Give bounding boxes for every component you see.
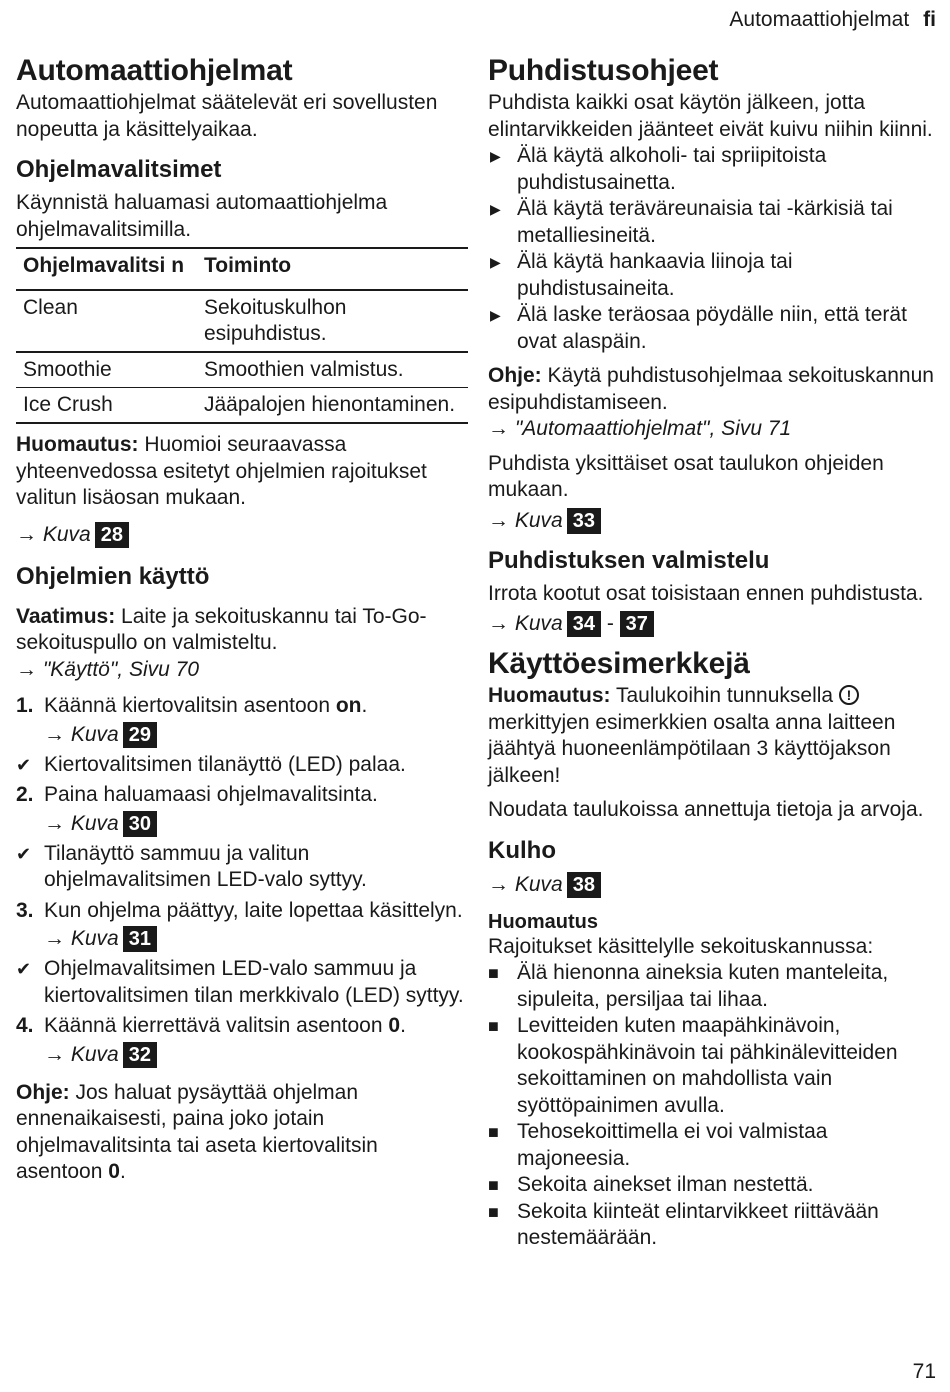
step-text: Paina haluamaasi ohjelmavalitsinta. [44, 783, 378, 806]
checkmark-icon: ✔ [16, 843, 32, 864]
arrow-icon: → [44, 722, 65, 746]
bullet-text: Sekoita kiinteät elintarvikkeet riittävään nestemäärään. [517, 1199, 879, 1249]
tip-ref-text: "Automaattiohjelmat", Sivu 71 [514, 417, 792, 440]
checkmark-icon: ✔ [16, 754, 32, 775]
list-item [16, 898, 468, 953]
list-item [488, 196, 934, 249]
cleaning-bullets [488, 143, 934, 355]
figure-number: 38 [567, 872, 601, 898]
cleaning-prep-heading: Puhdistuksen valmistelu [488, 546, 770, 574]
note-text-continued: merkittyjen esimerkkien osalta anna laitteen jäähtyä huoneenlämpötilaan 3 käyttöjakson jälkeen! [488, 710, 896, 787]
triangle-bullet-icon: ▶ [490, 307, 501, 323]
automatic-programs-intro: Automaattiohjelmat säätelevät eri sovellusten nopeutta ja käsittelyaikaa. [16, 91, 438, 141]
table-row [16, 290, 468, 352]
automatic-programs-title: Automaattiohjelmat [16, 54, 293, 87]
program-name: Smoothie [23, 358, 112, 381]
tip-text: Jos haluat pysäyttää ohjelman ennenaikaisesti, paina joko jotain ohjelmavalitsinta tai aseta kiertovalitsin asentoon [16, 1080, 378, 1183]
figure-label: Kuva [70, 722, 119, 746]
bullet-text: Levitteiden kuten maapähkinävoin, kookospähkinävoin tai pähkinälevitteiden sekoittaminen on mahdollista vain syöttöpainimen avulla. [517, 1014, 898, 1117]
list-item [488, 1172, 934, 1199]
table-row [16, 388, 468, 424]
bowl-heading: Kulho [488, 836, 556, 864]
list-item [488, 249, 934, 302]
step-result-text: Tilanäyttö sammuu ja valitun ohjelmavalitsimen LED-valo syttyy. [44, 841, 367, 891]
cleaning-tip-reference [488, 416, 934, 443]
step-number: 4. [16, 1014, 34, 1037]
step-value: on [335, 694, 362, 717]
program-table-col1: Ohjelmavalitsi n [23, 254, 185, 277]
note-label: Huomautus: [16, 433, 139, 456]
arrow-icon: → [488, 872, 509, 896]
list-item [16, 752, 468, 779]
figure-number: 30 [123, 811, 157, 837]
step-number: 1. [16, 694, 34, 717]
list-item [488, 960, 934, 1013]
bowl-bullets [488, 960, 934, 1252]
usage-examples-title: Käyttöesimerkkejä [488, 647, 750, 680]
arrow-icon: → [44, 811, 65, 835]
list-item [488, 143, 934, 196]
figure-label: Kuva [514, 612, 563, 635]
square-bullet-icon: ■ [488, 1175, 499, 1195]
left-column [16, 52, 468, 1186]
program-function: Jääpalojen hienontaminen. [204, 393, 456, 416]
bowl-note-heading: Huomautus [488, 910, 598, 933]
program-function: Sekoituskulhon esipuhdistus. [204, 296, 347, 345]
step-number: 2. [16, 783, 34, 806]
program-table-col2: Toiminto [204, 254, 292, 277]
figure-label: Kuva [70, 1042, 119, 1066]
program-usage-heading: Ohjelmien käyttö [16, 562, 210, 590]
arrow-icon: → [16, 522, 37, 546]
figure-number: 31 [123, 926, 157, 952]
bowl-note-text: Rajoitukset käsittelylle sekoituskannussa: [488, 934, 874, 958]
step-result-text: Kiertovalitsimen tilanäyttö (LED) palaa. [44, 752, 406, 776]
range-dash: - [606, 612, 614, 635]
figure-number: 29 [123, 722, 157, 748]
program-table [16, 247, 468, 424]
list-item [16, 693, 468, 748]
cleaning-title: Puhdistusohjeet [488, 54, 719, 87]
page-number: 71 [912, 1360, 936, 1383]
cleaning-tip [488, 363, 934, 416]
program-table-header [16, 248, 468, 290]
step-number: 3. [16, 898, 34, 922]
table-row [16, 352, 468, 388]
checkmark-icon: ✔ [16, 959, 32, 979]
bullet-text: Sekoita ainekset ilman nestettä. [517, 1173, 814, 1196]
program-name: Ice Crush [23, 393, 113, 416]
program-name: Clean [23, 296, 78, 319]
requirement-reference [16, 657, 468, 684]
figure-number: 37 [620, 611, 654, 637]
arrow-icon: → [44, 1042, 65, 1066]
bullet-text: Älä käytä alkoholi- tai spriipitoista puhdistusainetta. [517, 144, 827, 194]
note-text: Taulukoihin tunnuksella [610, 684, 839, 707]
note-paragraph [16, 432, 468, 512]
list-item [488, 1013, 934, 1119]
list-item [488, 302, 934, 355]
list-item [488, 1199, 934, 1252]
list-item [16, 1013, 468, 1068]
running-header [729, 8, 936, 32]
arrow-icon: → [44, 927, 65, 950]
bullet-text: Älä laske teräosaa pöydälle niin, että terät ovat alaspäin. [517, 303, 907, 353]
square-bullet-icon: ■ [488, 1122, 499, 1142]
bullet-text: Tehosekoittimella ei voi valmistaa majoneesia. [517, 1120, 828, 1170]
arrow-icon: → [488, 612, 509, 635]
note-label: Huomautus: [488, 684, 611, 707]
figure-reference [44, 722, 468, 748]
program-selectors-heading: Ohjelmavalitsimet [16, 156, 222, 183]
requirement-text: Laite ja sekoituskannu tai To-Go-sekoituspullo on valmisteltu. [16, 604, 427, 654]
figure-reference [488, 611, 934, 637]
square-bullet-icon: ■ [488, 1201, 499, 1222]
warning-circle-icon: ! [839, 685, 859, 705]
right-column [488, 52, 934, 1252]
tip-text: Käytä puhdistusohjelmaa sekoituskannun esipuhdistamiseen. [488, 364, 934, 414]
triangle-bullet-icon: ▶ [490, 201, 501, 217]
bullet-text: Älä käytä hankaavia liinoja tai puhdistusaineita. [517, 250, 793, 300]
figure-reference [44, 1042, 468, 1068]
bullet-text: Älä käytä teräväreunaisia tai -kärkisiä tai metalliesineitä. [517, 197, 893, 247]
figure-reference [16, 522, 468, 548]
figure-number: 34 [567, 611, 601, 637]
step-value: 0 [388, 1014, 401, 1037]
triangle-bullet-icon: ▶ [490, 254, 501, 270]
square-bullet-icon: ■ [488, 963, 499, 983]
figure-number: 28 [95, 522, 129, 548]
step-text: Käännä kiertovalitsin asentoon [44, 694, 336, 717]
arrow-icon: → [488, 508, 509, 532]
step-text: Kun ohjelma päättyy, laite lopettaa käsittelyn. [44, 898, 463, 922]
steps-list [16, 693, 468, 1068]
running-header-section: Automaattiohjelmat [729, 8, 910, 31]
figure-label: Kuva [70, 927, 119, 950]
figure-label: Kuva [514, 872, 563, 896]
arrow-icon: → [488, 417, 509, 440]
step-tail: . [400, 1014, 406, 1037]
program-selectors-text: Käynnistä haluamasi automaattiohjelma ohjelmavalitsimilla. [16, 191, 388, 241]
tip-label: Ohje: [16, 1080, 70, 1104]
tip-value: 0 [108, 1160, 120, 1183]
figure-reference [44, 811, 468, 837]
requirement-label: Vaatimus: [16, 604, 116, 628]
list-item [488, 1119, 934, 1172]
list-item [16, 841, 468, 894]
cleaning-intro: Puhdista kaikki osat käytön jälkeen, jotta elintarvikkeiden jäänteet eivät kuivu niihin kiinni. [488, 91, 933, 141]
figure-label: Kuva [42, 522, 91, 546]
requirement-paragraph [16, 604, 468, 657]
figure-reference [44, 926, 468, 952]
arrow-icon: → [16, 657, 37, 681]
cleaning-prep-text: Irrota kootut osat toisistaan ennen puhdistusta. [488, 581, 924, 605]
list-item [16, 782, 468, 837]
clean-parts-text: Puhdista yksittäiset osat taulukon ohjeiden mukaan. [488, 451, 884, 501]
figure-number: 32 [123, 1042, 157, 1068]
triangle-bullet-icon: ▶ [490, 148, 501, 164]
bullet-text: Älä hienonna aineksia kuten manteleita, sipuleita, persiljaa tai lihaa. [517, 961, 889, 1011]
step-result-text: Ohjelmavalitsimen LED-valo sammuu ja kiertovalitsimen tilan merkkivalo (LED) syttyy. [44, 957, 464, 1007]
step-tail: . [361, 694, 368, 717]
examples-note [488, 683, 934, 789]
tip-label: Ohje: [488, 364, 542, 387]
note-text: Huomioi seuraavassa yhteenvedossa esitetyt ohjelmien rajoitukset valitun lisäosan mukaan. [16, 433, 427, 509]
square-bullet-icon: ■ [488, 1016, 499, 1036]
list-item [16, 956, 468, 1009]
tip-tail: . [119, 1160, 126, 1183]
language-code: fi [923, 8, 936, 31]
tip-paragraph [16, 1080, 468, 1186]
requirement-ref-text: "Käyttö", Sivu 70 [42, 657, 200, 681]
figure-label: Kuva [70, 811, 119, 835]
program-function: Smoothien valmistus. [204, 358, 404, 381]
step-text: Käännä kierrettävä valitsin asentoon [44, 1014, 389, 1037]
figure-label: Kuva [514, 508, 563, 532]
figure-reference [488, 508, 934, 534]
figure-reference [488, 872, 934, 898]
figure-number: 33 [567, 508, 601, 534]
examples-follow-text: Noudata taulukoissa annettuja tietoja ja arvoja. [488, 798, 924, 821]
